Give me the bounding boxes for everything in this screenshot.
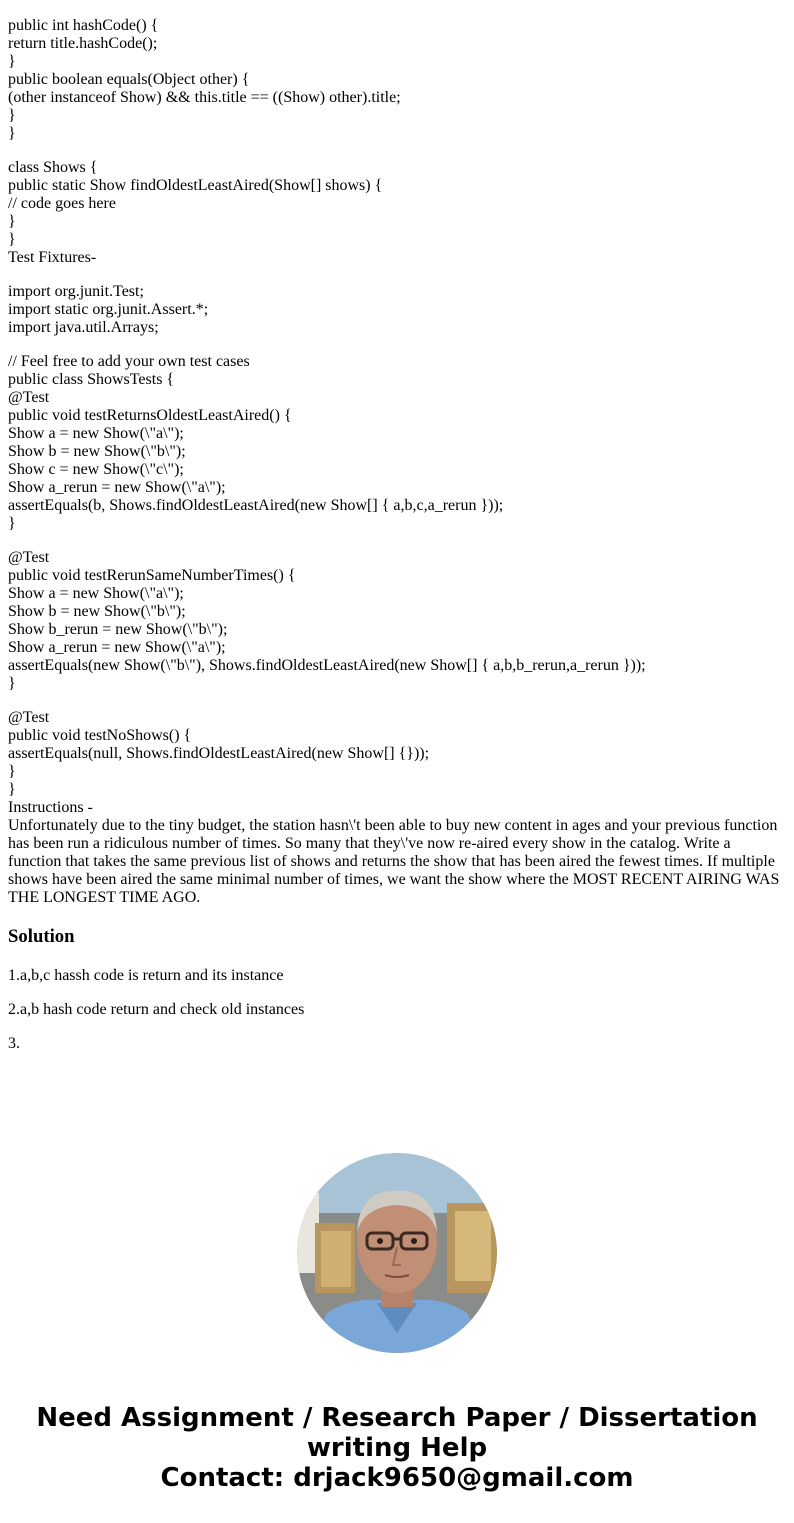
solution-heading: Solution [8,926,75,947]
solution-answers [8,967,786,1053]
instructions-label: Instructions - [8,799,93,816]
code-line: Show a_rerun = new Show(\"a\"); [8,639,226,656]
code-line: Show b = new Show(\"b\"); [8,603,186,620]
code-block-imports [8,283,786,337]
author-avatar [297,1153,497,1353]
solution-answer-3: 3. [8,1035,20,1052]
code-line: public void testNoShows() { [8,727,192,744]
document-content [8,17,786,1053]
code-line: } [8,781,16,798]
code-line: Show c = new Show(\"c\"); [8,461,184,478]
code-line: } [8,231,16,248]
code-line: Show b_rerun = new Show(\"b\"); [8,621,228,638]
help-banner [0,1403,794,1493]
code-line: } [8,53,16,70]
code-line: } [8,213,16,230]
code-line: Show a = new Show(\"a\"); [8,585,184,602]
code-block-top [8,17,786,143]
code-line: } [8,763,16,780]
code-line: import static org.junit.Assert.*; [8,301,209,318]
solution-answer-2: 2.a,b hash code return and check old instances [8,1001,305,1018]
code-line: @Test [8,549,50,566]
code-block-test-noshows [8,709,786,799]
code-line: } [8,125,16,142]
author-portrait-image [297,1153,497,1353]
code-line: // Feel free to add your own test cases [8,353,250,370]
code-line: Show a_rerun = new Show(\"a\"); [8,479,226,496]
code-line: public int hashCode() { [8,17,159,34]
banner-contact: Contact: drjack9650@gmail.com [160,1463,634,1493]
code-block-shows-class [8,159,786,249]
code-line: assertEquals(b, Shows.findOldestLeastAired(new Show[] { a,b,c,a_rerun })); [8,497,504,514]
banner-line-2: writing Help [306,1433,488,1463]
code-line: } [8,107,16,124]
code-block-test-class [8,353,786,533]
code-line: import org.junit.Test; [8,283,144,300]
code-line: public void testRerunSameNumberTimes() { [8,567,296,584]
code-line: @Test [8,709,50,726]
code-line: public void testReturnsOldestLeastAired() { [8,407,292,424]
code-line: } [8,515,16,532]
code-line: public boolean equals(Object other) { [8,71,250,88]
code-line: Show a = new Show(\"a\"); [8,425,184,442]
code-line: Show b = new Show(\"b\"); [8,443,186,460]
test-fixtures-label: Test Fixtures- [8,249,97,266]
code-line: (other instanceof Show) && this.title == ((Show) other).title; [8,89,401,106]
code-line: } [8,675,16,692]
code-line: public class ShowsTests { [8,371,175,388]
code-line: assertEquals(null, Shows.findOldestLeastAired(new Show[] {})); [8,745,430,762]
code-block-test-rerun [8,549,786,693]
code-line: return title.hashCode(); [8,35,158,52]
banner-line-1: Need Assignment / Research Paper / Dissertation [36,1403,758,1433]
code-line: class Shows { [8,159,98,176]
solution-answer-1: 1.a,b,c hassh code is return and its instance [8,967,284,984]
code-line: assertEquals(new Show(\"b\"), Shows.findOldestLeastAired(new Show[] { a,b,b_rerun,a_rerun })); [8,657,646,674]
code-line: @Test [8,389,50,406]
instructions-text: Unfortunately due to the tiny budget, the station hasn\'t been able to buy new content in ages and your previous function has been run a ridiculous number of times. So many that they\'ve now re-aired every show in the catalog. Write a function that takes the same previous list of shows and returns the show that has been aired the fewest times. If multiple shows have been aired the same minimal number of times, we want the show where the MOST RECENT AIRING WAS THE LONGEST TIME AGO. [8,817,780,906]
code-line: import java.util.Arrays; [8,319,159,336]
code-line: // code goes here [8,195,116,212]
code-line: public static Show findOldestLeastAired(Show[] shows) { [8,177,383,194]
